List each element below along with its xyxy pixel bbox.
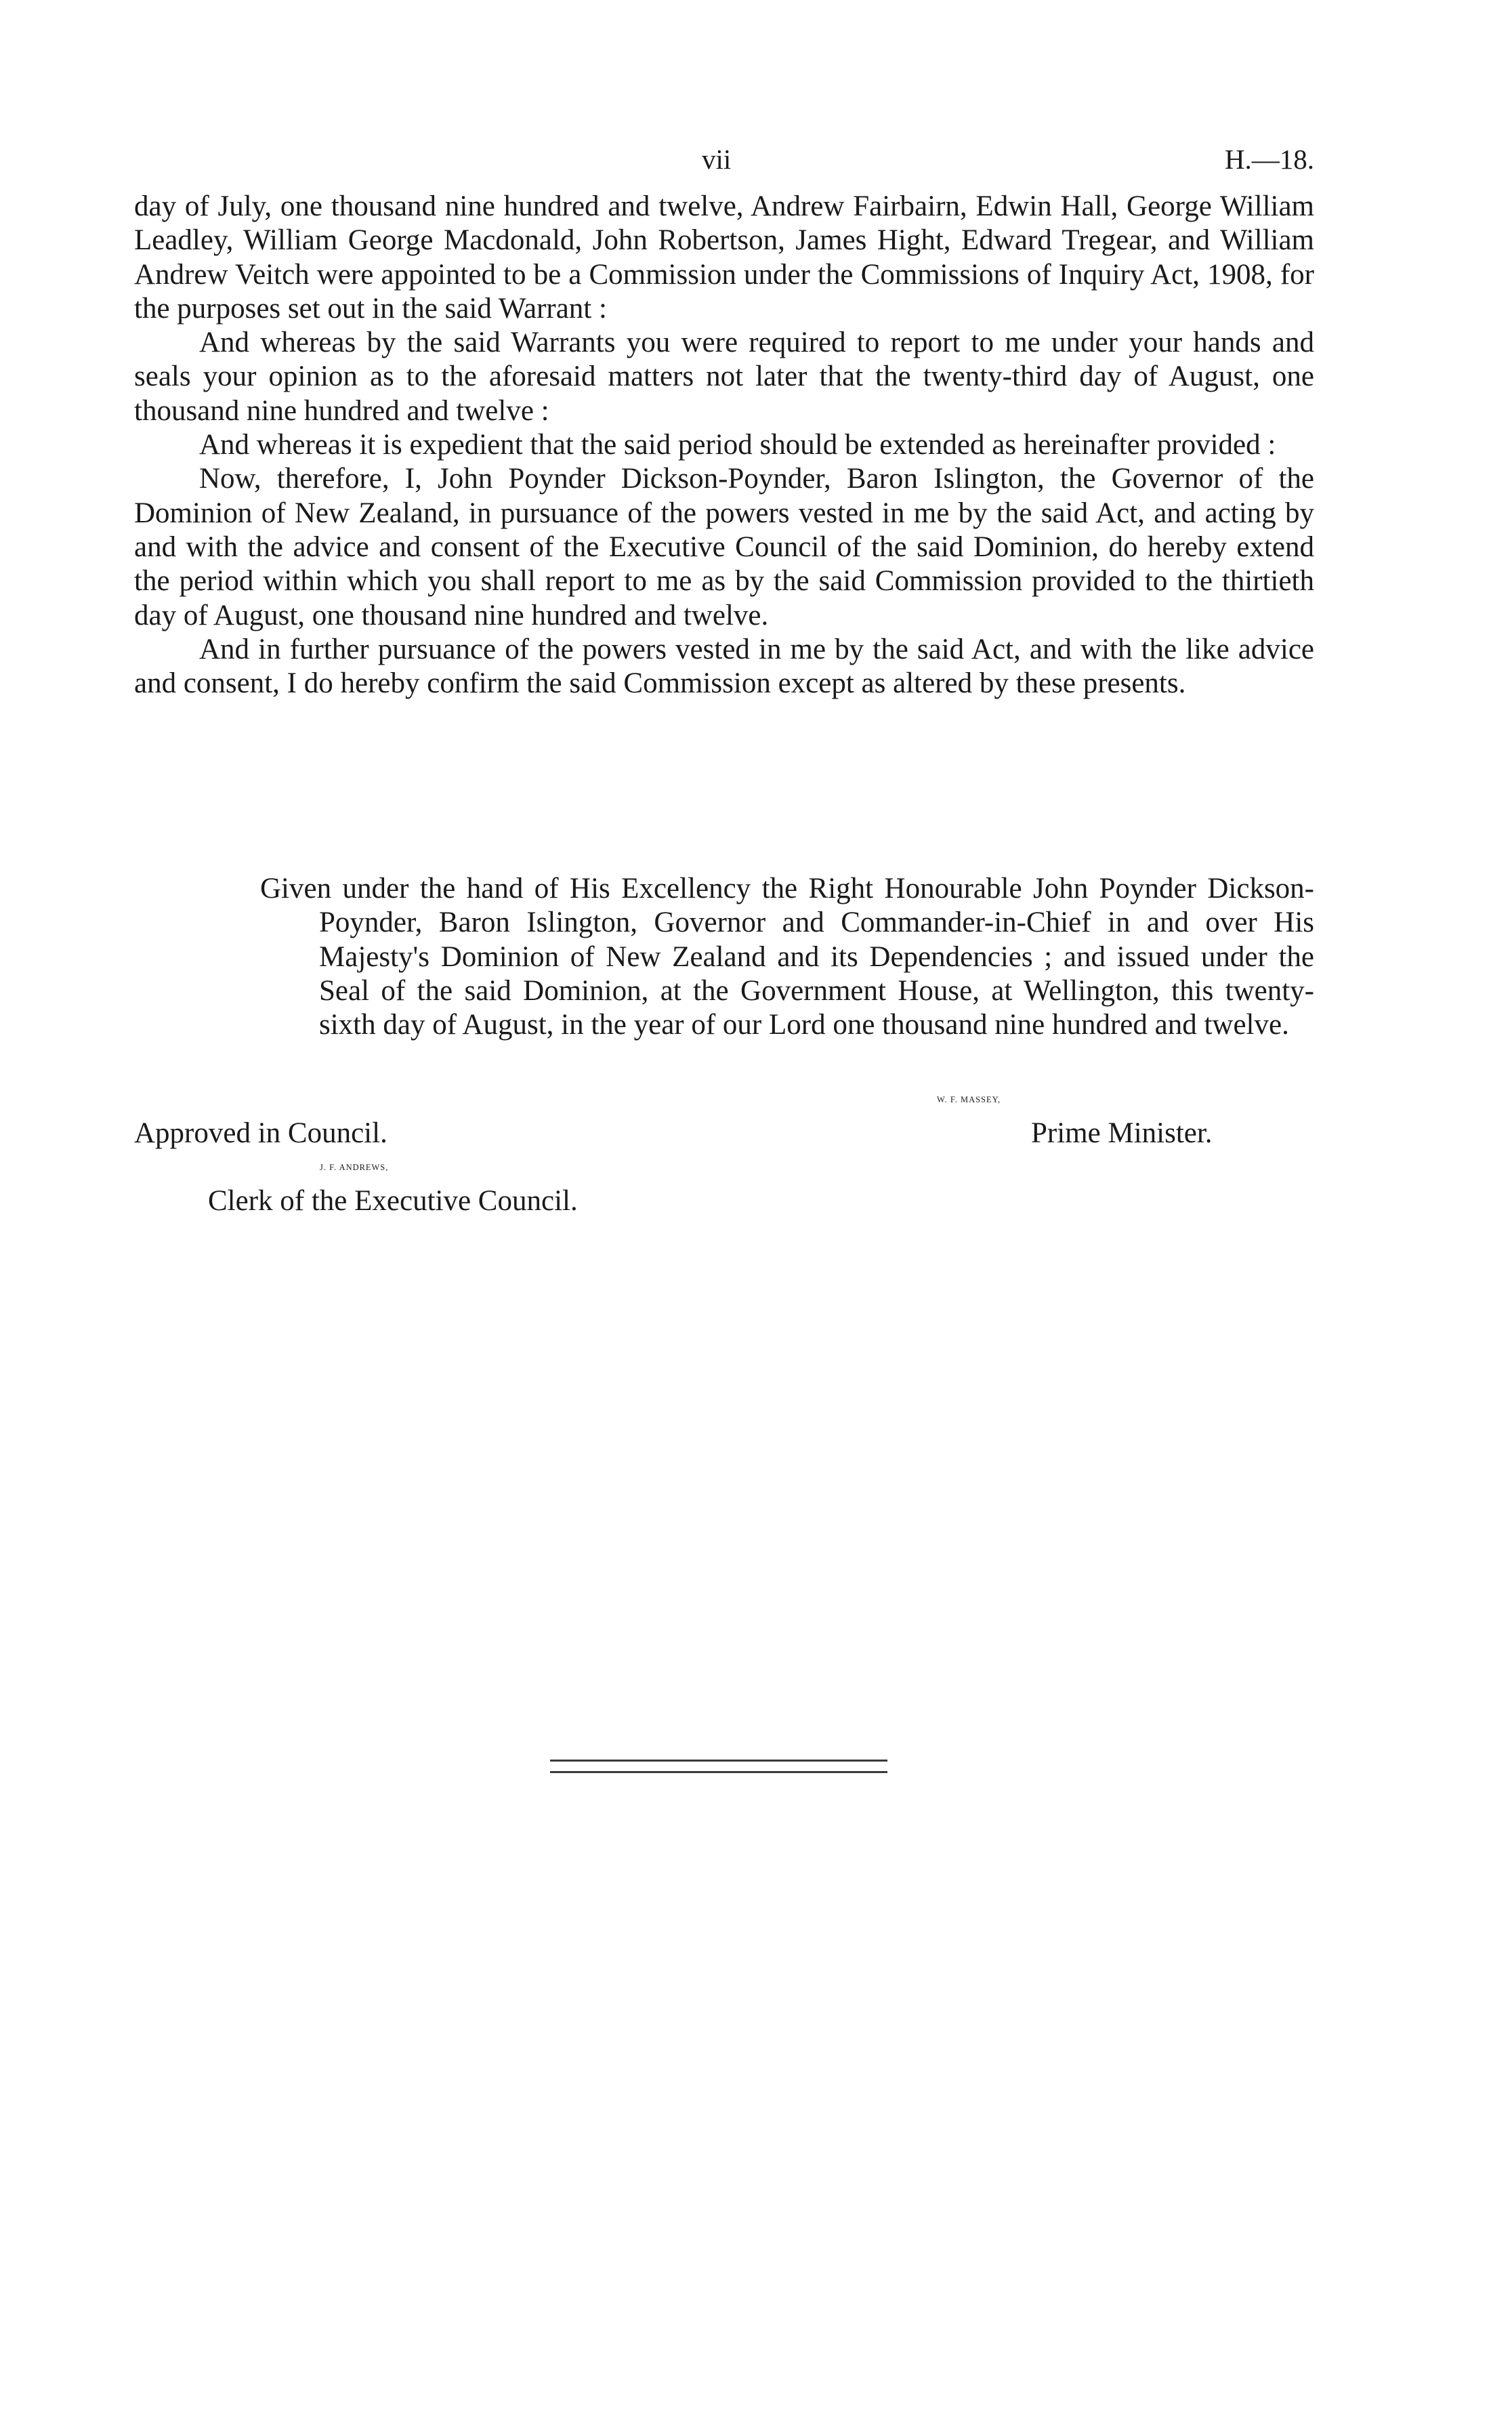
- paragraph-expedient: And whereas it is expedient that the said period should be extended as hereinafter provided :: [199, 429, 1276, 461]
- body-text: [134, 190, 1314, 701]
- page-number: vii: [702, 144, 732, 175]
- clerk-title: Clerk of the Executive Council.: [208, 1185, 578, 1217]
- given-under-hand-clause: Given under the hand of His Excellency the Right Honourable John Poynder Dickson-Poynder, Baron Islington, Governor and Commander-in-Chief in and over His Majesty's Dominion of New Zealand and its Dependencies ; and issued under the Seal of the said Dominion, at the Government House, at Wellington, this twenty-sixth day of August, in the year of our Lord one thousand nine hundred and twelve.: [260, 873, 1314, 1041]
- paragraph-extension: Now, therefore, I, John Poynder Dickson-Poynder, Baron Islington, the Governor of the Dominion of New Zealand, in pursuance of the powers vested in me by the said Act, and acting by and with the advice and consent of the Executive Council of the said Dominion, do hereby extend the period within which you shall report to me as by the said Commission provided to the thirtieth day of August, one thousand nine hundred and twelve.: [134, 463, 1314, 631]
- clerk-name: J. F. ANDREWS,: [320, 1163, 389, 1172]
- document-reference: H.—18.: [1224, 144, 1314, 175]
- page-header: [134, 139, 1314, 180]
- paragraph-continuation: day of July, one thousand nine hundred and twelve, Andrew Fairbairn, Edwin Hall, George William Leadley, William George Macdonald, John Robertson, James Hight, Edward Tregear, and William Andrew Veitch were appointed to be a Commission under the Commissions of Inquiry Act, 1908, for the purposes set out in the said Warrant :: [134, 190, 1314, 325]
- signatory-title: Prime Minister.: [1031, 1117, 1213, 1149]
- closing-rule-lower: [550, 1771, 887, 1773]
- closing-rule-upper: [550, 1760, 887, 1762]
- paragraph-confirmation: And in further pursuance of the powers vested in me by the said Act, and with the like advice and consent, I do hereby confirm the said Commission except as altered by these presents.: [134, 633, 1314, 700]
- paragraph-warrants: And whereas by the said Warrants you were required to report to me under your hands and seals your opinion as to the aforesaid matters not later that the twenty-third day of August, one thousand nine hundred and twelve :: [134, 327, 1314, 427]
- approved-in-council: Approved in Council.: [134, 1117, 387, 1149]
- signatory-name: W. F. MASSEY,: [937, 1095, 1001, 1104]
